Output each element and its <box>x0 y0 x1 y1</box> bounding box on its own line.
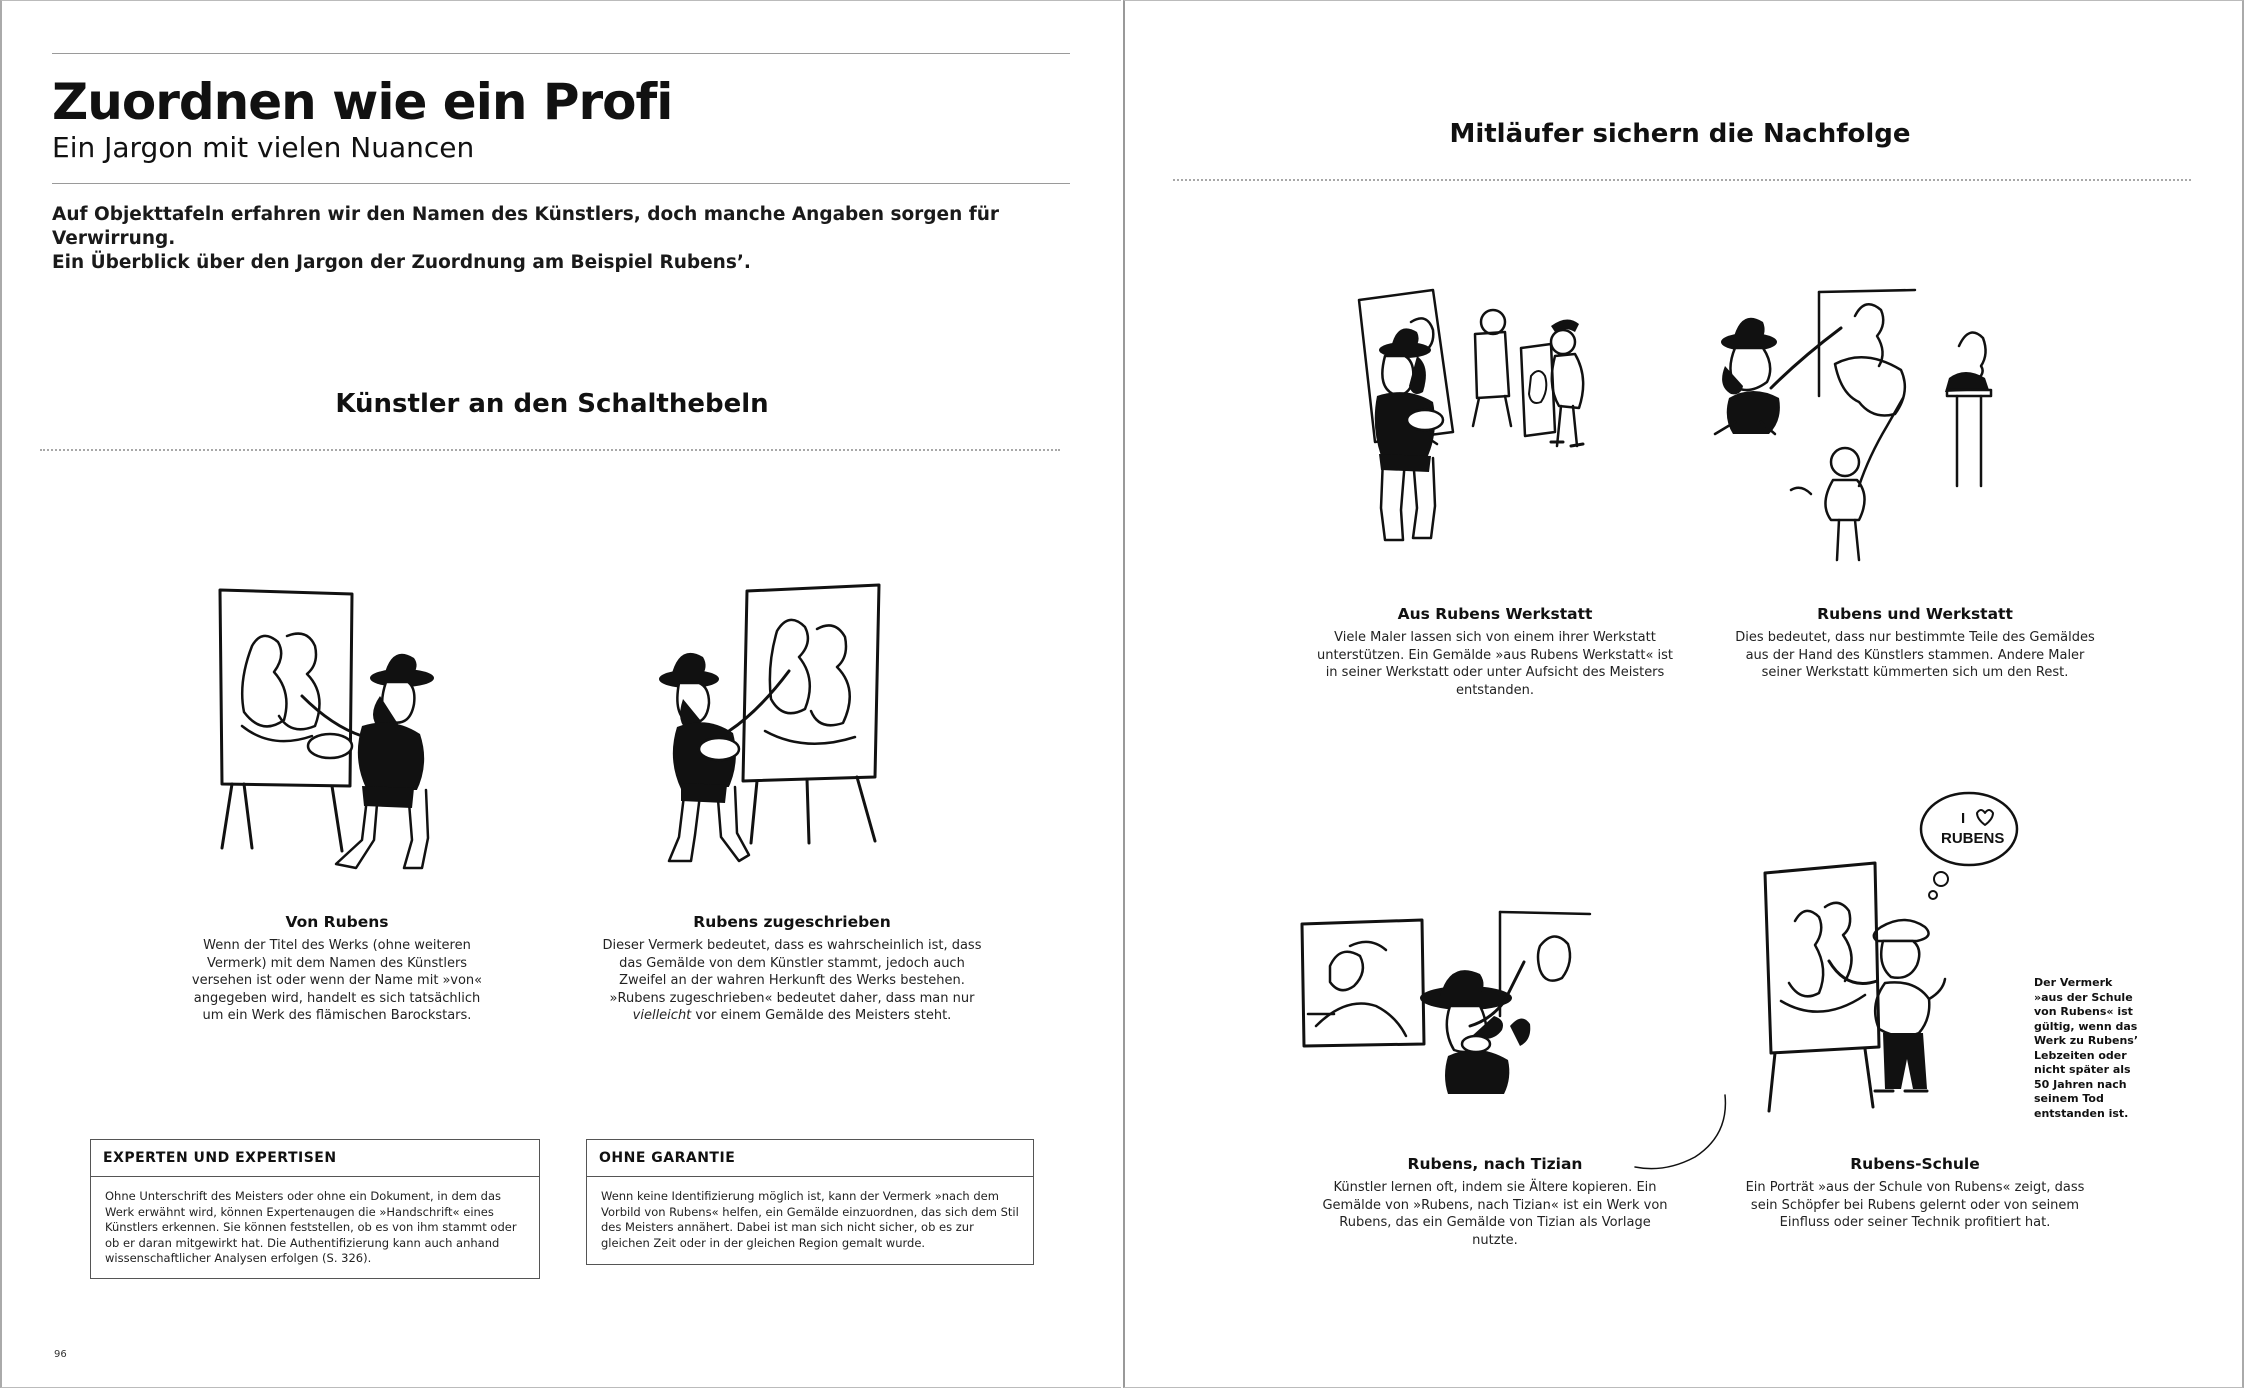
caption-title-von-rubens: Von Rubens <box>285 913 389 931</box>
info-box-heading: EXPERTEN UND EXPERTISEN <box>91 1140 539 1177</box>
section-title-left: Künstler an den Schalthebeln <box>335 389 769 419</box>
caption-body-zugeschrieben <box>602 937 982 1025</box>
caption-title-zugeschrieben: Rubens zugeschrieben <box>693 913 891 931</box>
info-box-ohne-garantie <box>586 1139 1034 1265</box>
info-box-experten <box>90 1139 540 1279</box>
intro-text <box>52 203 1082 275</box>
caption-title-rubens-schule: Rubens-Schule <box>1850 1155 1980 1173</box>
page-number: 96 <box>54 1349 67 1360</box>
illustration-nach-tizian <box>1300 906 1670 1116</box>
title-rule <box>52 183 1070 184</box>
caption-title-rubens-und-werkstatt: Rubens und Werkstatt <box>1817 605 2013 623</box>
caption-title-aus-werkstatt: Aus Rubens Werkstatt <box>1397 605 1593 623</box>
caption-body-part: vor einem Gemälde des Meisters steht. <box>691 1008 952 1023</box>
intro-line-2: Ein Überblick über den Jargon der Zuordnung am Beispiel Rubens’. <box>52 252 751 273</box>
section-title-right: Mitläufer sichern die Nachfolge <box>1449 119 1911 149</box>
illustration-rubens-schule <box>1755 791 2055 1121</box>
intro-line-1: Auf Objekttafeln erfahren wir den Namen des Künstlers, doch manche Angaben sorgen für Verwirrung. <box>52 204 1000 249</box>
caption-body-italic: vielleicht <box>632 1008 692 1023</box>
illustration-rubens-und-werkstatt <box>1715 286 2035 571</box>
top-rule <box>52 53 1070 54</box>
illustration-von-rubens <box>212 586 482 886</box>
caption-title-nach-tizian: Rubens, nach Tizian <box>1407 1155 1583 1173</box>
caption-body-nach-tizian: Künstler lernen oft, indem sie Ältere kopieren. Ein Gemälde von »Rubens, nach Tizian« ist ein Werk von Rubens, das ein Gemälde von Tizian als Vorlage nutzte. <box>1322 1180 1668 1248</box>
caption-body-von-rubens: Wenn der Titel des Werks (ohne weiteren Vermerk) mit dem Namen des Künstlers versehen ist oder wenn der Name mit »von« angegeben wird, handelt es sich tatsächlich um ein Werk des flämischen Barockstars. <box>191 938 483 1023</box>
page-subtitle: Ein Jargon mit vielen Nuancen <box>52 131 475 164</box>
section-divider-left <box>40 449 1060 451</box>
info-box-body: Wenn keine Identifizierung möglich ist, kann der Vermerk »nach dem Vorbild von Rubens« helfen, ein Gemälde einzuordnen, das sich dem Stil des Meisters annähert. Dabei ist man sich nicht sicher, ob es zur gleichen Zeit oder in der gleichen Region gemalt wurde. <box>601 1189 1019 1250</box>
illustration-rubens-zugeschrieben <box>647 581 907 881</box>
illustration-aus-werkstatt <box>1355 286 1635 571</box>
caption-body-part: Dieser Vermerk bedeutet, dass es wahrscheinlich ist, dass das Gemälde von dem Künstler stammt, jedoch auch Zweifel an der wahren Herkunft des Werks bestehen. »Rubens zugeschrieben« bedeutet daher, dass man nur <box>602 938 982 1006</box>
caption-body-aus-werkstatt: Viele Maler lassen sich von einem ihrer Werkstatt unterstützen. Ein Gemälde »aus Rubens Werkstatt« ist in seiner Werkstatt oder unter Aufsicht des Meisters entstanden. <box>1316 630 1674 698</box>
left-page <box>0 0 1121 1388</box>
caption-body-rubens-schule: Ein Porträt »aus der Schule von Rubens« zeigt, dass sein Schöpfer bei Rubens gelernt oder von seinem Einfluss oder seiner Technik profitiert hat. <box>1745 1180 2085 1230</box>
speech-bubble-rubens: RUBENS <box>1941 830 2005 847</box>
side-note-schule: Der Vermerk »aus der Schule von Rubens« ist gültig, wenn das Werk zu Rubens’ Lebzeiten oder nicht später als 50 Jahren nach seinem Tod entstanden ist. <box>2034 976 2139 1120</box>
info-box-body: Ohne Unterschrift des Meisters oder ohne ein Dokument, in dem das Werk erwähnt wird, können Expertenaugen die »Handschrift« eines Künstlers erkennen. Sie können feststellen, ob es von ihm stammt oder ob er daran mitgewirkt hat. Die Authentifizierung kann auch anhand wissenschaftlicher Analysen erfolgen (S. 326). <box>105 1189 517 1265</box>
speech-bubble-i: I <box>1961 810 1966 827</box>
info-box-heading: OHNE GARANTIE <box>587 1140 1033 1177</box>
caption-body-rubens-und-werkstatt: Dies bedeutet, dass nur bestimmte Teile des Gemäldes aus der Hand des Künstlers stammen. Andere Maler seiner Werkstatt kümmerten sich um den Rest. <box>1735 630 2095 680</box>
section-divider-right <box>1173 179 2191 181</box>
page-title: Zuordnen wie ein Profi <box>52 73 673 131</box>
right-page <box>1123 0 2244 1388</box>
